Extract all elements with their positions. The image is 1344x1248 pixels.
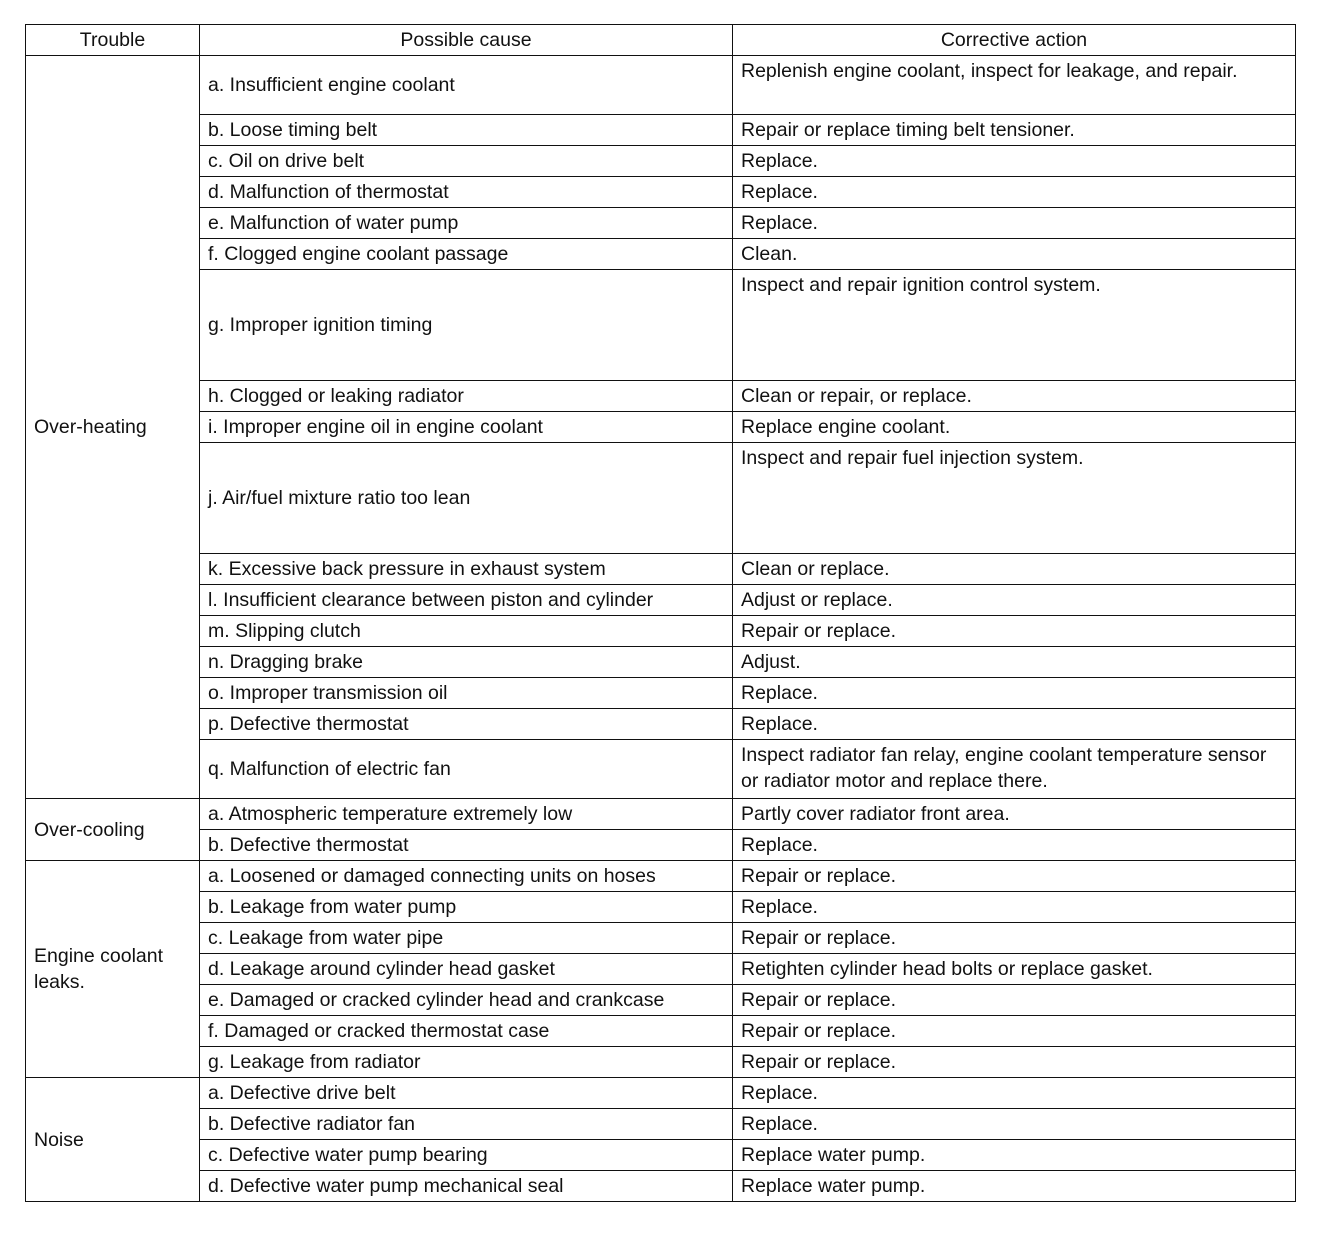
table-row [26,1078,1296,1109]
table-row [26,799,1296,830]
table-row [26,585,1296,616]
action-cell: Inspect and repair ignition control system. [733,270,1296,381]
cause-cell: a. Atmospheric temperature extremely low [200,799,733,830]
table-row [26,146,1296,177]
action-cell: Partly cover radiator front area. [733,799,1296,830]
cause-cell: a. Loosened or damaged connecting units on hoses [200,861,733,892]
troubleshooting-table [25,24,1296,1202]
cause-cell: k. Excessive back pressure in exhaust system [200,554,733,585]
action-cell: Repair or replace. [733,616,1296,647]
action-cell: Replace. [733,1078,1296,1109]
table-row [26,1171,1296,1202]
table-row [26,239,1296,270]
table-row [26,709,1296,740]
cause-cell: d. Leakage around cylinder head gasket [200,954,733,985]
action-cell: Replenish engine coolant, inspect for leakage, and repair. [733,56,1296,115]
cause-cell: h. Clogged or leaking radiator [200,381,733,412]
header-trouble: Trouble [26,25,200,56]
cause-cell: j. Air/fuel mixture ratio too lean [200,443,733,554]
cause-cell: g. Leakage from radiator [200,1047,733,1078]
table-row [26,270,1296,381]
header-corrective-action: Corrective action [733,25,1296,56]
action-cell: Replace water pump. [733,1140,1296,1171]
action-cell: Replace. [733,146,1296,177]
table-row [26,412,1296,443]
cause-cell: p. Defective thermostat [200,709,733,740]
cause-cell: c. Defective water pump bearing [200,1140,733,1171]
action-cell: Replace engine coolant. [733,412,1296,443]
trouble-cell: Noise [26,1078,200,1202]
action-cell: Replace. [733,678,1296,709]
table-row [26,678,1296,709]
action-cell: Repair or replace timing belt tensioner. [733,115,1296,146]
cause-cell: a. Insufficient engine coolant [200,56,733,115]
table-row [26,892,1296,923]
action-cell: Clean. [733,239,1296,270]
table-row [26,443,1296,554]
table-row [26,1047,1296,1078]
cause-cell: g. Improper ignition timing [200,270,733,381]
action-cell: Repair or replace. [733,1047,1296,1078]
cause-cell: b. Loose timing belt [200,115,733,146]
cause-cell: o. Improper transmission oil [200,678,733,709]
cause-cell: f. Clogged engine coolant passage [200,239,733,270]
table-row [26,115,1296,146]
table-row [26,740,1296,799]
action-cell: Replace water pump. [733,1171,1296,1202]
action-cell: Replace. [733,208,1296,239]
cause-cell: b. Leakage from water pump [200,892,733,923]
action-cell: Repair or replace. [733,1016,1296,1047]
action-cell: Replace. [733,709,1296,740]
trouble-cell: Over-cooling [26,799,200,861]
table-row [26,1016,1296,1047]
action-cell: Clean or replace. [733,554,1296,585]
action-cell: Replace. [733,177,1296,208]
cause-cell: f. Damaged or cracked thermostat case [200,1016,733,1047]
table-row [26,616,1296,647]
cause-cell: l. Insufficient clearance between piston and cylinder [200,585,733,616]
action-cell: Repair or replace. [733,861,1296,892]
action-cell: Inspect and repair fuel injection system. [733,443,1296,554]
trouble-cell: Engine coolant leaks. [26,861,200,1078]
action-cell: Retighten cylinder head bolts or replace gasket. [733,954,1296,985]
table-row [26,1140,1296,1171]
header-possible-cause: Possible cause [200,25,733,56]
cause-cell: m. Slipping clutch [200,616,733,647]
cause-cell: n. Dragging brake [200,647,733,678]
cause-cell: b. Defective radiator fan [200,1109,733,1140]
table-row [26,861,1296,892]
table-row [26,985,1296,1016]
table-row [26,830,1296,861]
action-cell: Replace. [733,830,1296,861]
cause-cell: i. Improper engine oil in engine coolant [200,412,733,443]
table-row [26,923,1296,954]
table-row [26,56,1296,115]
cause-cell: d. Defective water pump mechanical seal [200,1171,733,1202]
table-row [26,954,1296,985]
table-row [26,554,1296,585]
table-row [26,1109,1296,1140]
cause-cell: e. Malfunction of water pump [200,208,733,239]
table-row [26,381,1296,412]
table-row [26,647,1296,678]
action-cell: Inspect radiator fan relay, engine coolant temperature sensor or radiator motor and replace there. [733,740,1296,799]
cause-cell: c. Leakage from water pipe [200,923,733,954]
cause-cell: e. Damaged or cracked cylinder head and crankcase [200,985,733,1016]
table-row [26,177,1296,208]
action-cell: Replace. [733,1109,1296,1140]
action-cell: Clean or repair, or replace. [733,381,1296,412]
table-row [26,208,1296,239]
cause-cell: q. Malfunction of electric fan [200,740,733,799]
action-cell: Repair or replace. [733,923,1296,954]
header-row [26,25,1296,56]
cause-cell: a. Defective drive belt [200,1078,733,1109]
cause-cell: b. Defective thermostat [200,830,733,861]
cause-cell: d. Malfunction of thermostat [200,177,733,208]
cause-cell: c. Oil on drive belt [200,146,733,177]
trouble-cell: Over-heating [26,56,200,799]
action-cell: Adjust. [733,647,1296,678]
action-cell: Replace. [733,892,1296,923]
action-cell: Adjust or replace. [733,585,1296,616]
action-cell: Repair or replace. [733,985,1296,1016]
